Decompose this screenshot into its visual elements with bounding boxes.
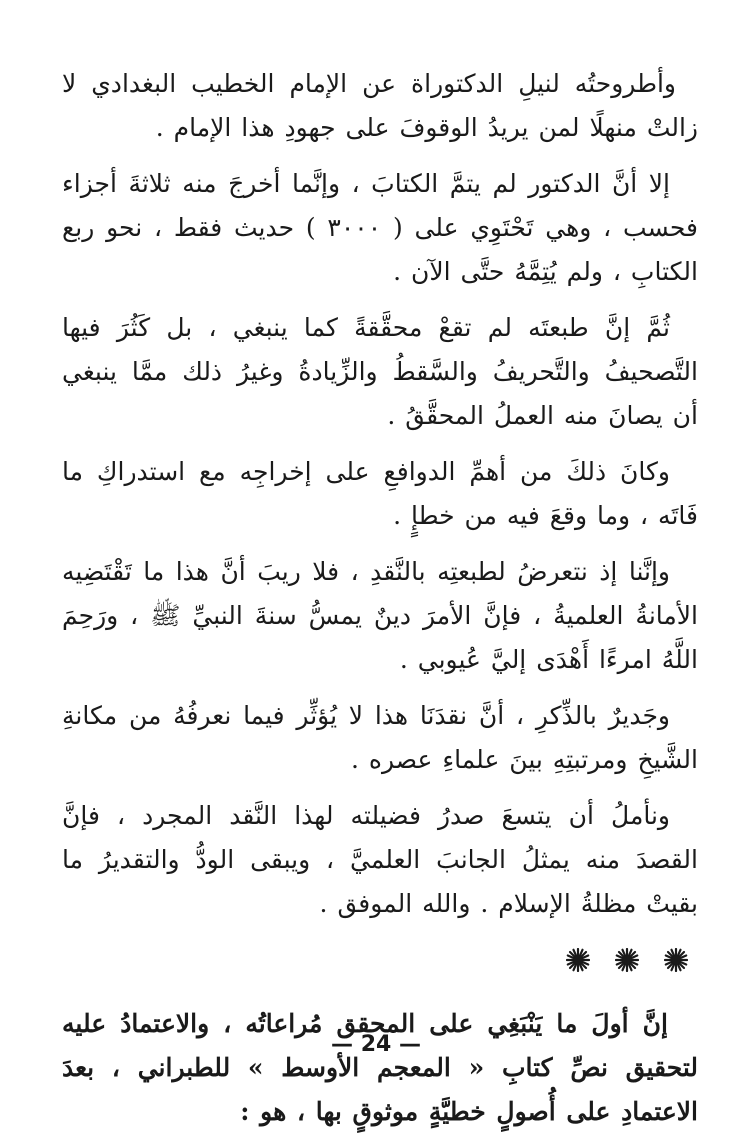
paragraph-hope: ونأملُ أن يتسعَ صدرُ فضيلته لهذا النَّقد المجرد ، فإنَّ القصدَ منه يمثلُ الجانبَ العلميَّ ، ويبقى الودُّ والتقديرُ ما بقيتْ مظلةُ الإسلام . والله الموفق . — [62, 801, 698, 918]
paragraph-critique: وإنَّنا إذ نتعرضُ لطبعتِه بالنَّقدِ ، فلا ريبَ أنَّ هذا ما تَقْتَضِيه الأمانةُ العلميةُ ، فإنَّ الأمرَ دينٌ يمسُّ سنةَ النبيِّ ﷺ ، ورَحِمَ اللَّهُ امرءًا أَهْدَى إليَّ عُيوبي . — [62, 557, 698, 674]
star-ornament-icon — [615, 948, 639, 972]
star-ornament-icon — [664, 948, 688, 972]
paragraph-incomplete-edition: إلا أنَّ الدكتور لم يتمَّ الكتابَ ، وإنَّما أخرجَ منه ثلاثةَ أجزاء فحسب ، وهي تَحْتَوِي على ( ٣٠٠٠ ) حديث فقط ، نحو ربع الكتابِ ، ولم يُتِمَّهُ حتَّى الآن . — [62, 169, 698, 286]
section-divider — [62, 948, 698, 974]
page-number: — 24 — — [331, 1032, 421, 1057]
paragraph-errors: ثُمَّ إنَّ طبعتَه لم تقعْ محقَّقةً كما ينبغي ، بل كَثُرَ فيها التَّصحيفُ والتَّحريفُ والسَّقطُ والزِّيادةُ وغيرُ ذلك ممَّا ينبغي أن يصانَ منه العملُ المحقَّقُ . — [62, 313, 698, 430]
paragraph-respect: وجَديرٌ بالذِّكرِ ، أنَّ نقدَنَا هذا لا يُؤثِّر فيما نعرفُهُ من مكانةِ الشَّيخِ ومرتبتِهِ بينَ علماءِ عصره . — [62, 701, 698, 774]
page-body — [62, 62, 698, 1146]
paragraph-methodology: إنَّ أولَ ما يَنْبَغِي على المحقق مُراعاتُه ، والاعتمادُ عليه لتحقيق نصِّ كتابِ « المعجم الأوسط » للطبراني ، بعدَ الاعتمادِ على أُصولٍ خطيَّةٍ موثوقٍ بها ، هو : — [62, 1009, 698, 1126]
paragraph-motives: وكانَ ذلكَ من أهمِّ الدوافعِ على إخراجِه مع استدراكِ ما فَاتَه ، وما وقعَ فيه من خطإٍ . — [62, 457, 698, 530]
star-ornament-icon — [566, 948, 590, 972]
paragraph-dissertation: وأطروحتُه لنيلِ الدكتوراة عن الإمام الخطيب البغدادي لا زالتْ منهلًا لمن يريدُ الوقوفَ على جهودِ هذا الإمام . — [62, 69, 698, 142]
